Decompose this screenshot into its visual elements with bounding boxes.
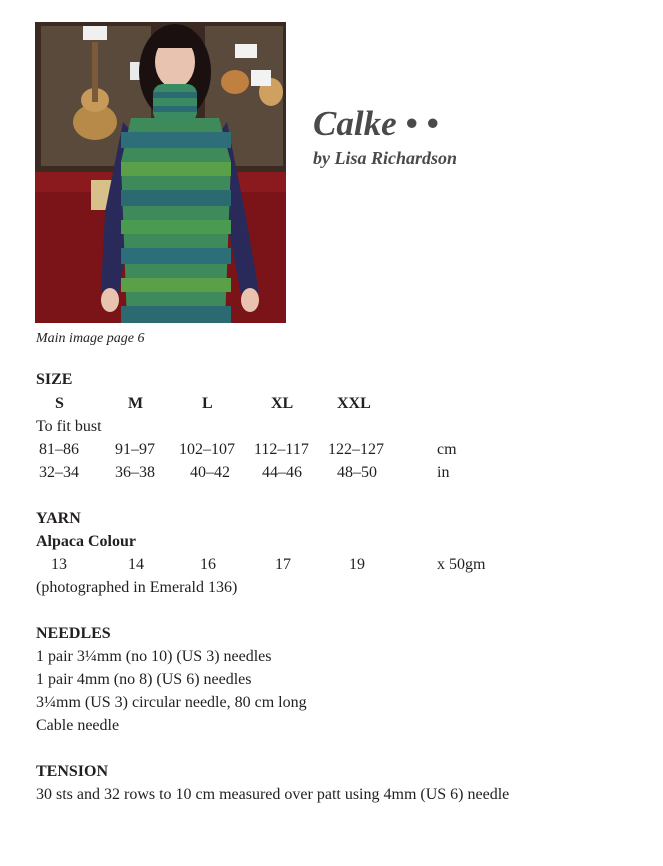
- tension-text: 30 sts and 32 rows to 10 cm measured over patt using 4mm (US 6) needle: [36, 786, 510, 803]
- pattern-title: Calke • •: [313, 104, 439, 143]
- bust-in-s: 32–34: [39, 464, 79, 481]
- size-column-m: M: [128, 395, 144, 412]
- size-column-xxl: XXL: [337, 395, 371, 412]
- bust-cm-xxl: 122–127: [328, 441, 384, 458]
- yarn-name: Alpaca Colour: [36, 533, 136, 550]
- yarn-note: (photographed in Emerald 136): [36, 579, 238, 596]
- bust-in-xl: 44–46: [262, 464, 302, 481]
- bust-cm-m: 91–97: [115, 441, 155, 458]
- needle-item: Cable needle: [36, 717, 120, 734]
- size-column-l: L: [202, 395, 213, 412]
- bust-in-l: 40–42: [190, 464, 230, 481]
- bust-in-xxl: 48–50: [337, 464, 377, 481]
- yarn-heading: YARN: [36, 510, 81, 527]
- needles-heading: NEEDLES: [36, 625, 111, 642]
- bust-cm-unit: cm: [437, 441, 457, 458]
- size-column-s: S: [55, 395, 64, 412]
- model-illustration: [35, 22, 286, 323]
- needle-item: 1 pair 3¼mm (no 10) (US 3) needles: [36, 648, 272, 665]
- bust-in-m: 36–38: [115, 464, 155, 481]
- photo-caption: Main image page 6: [36, 331, 145, 346]
- bust-in-unit: in: [437, 464, 450, 481]
- needle-item: 1 pair 4mm (no 8) (US 6) needles: [36, 671, 252, 688]
- yarn-unit: x 50gm: [437, 556, 486, 573]
- yarn-qty-l: 16: [200, 556, 216, 573]
- bust-cm-l: 102–107: [179, 441, 235, 458]
- bust-cm-s: 81–86: [39, 441, 79, 458]
- size-heading: SIZE: [36, 371, 73, 388]
- needle-item: 3¼mm (US 3) circular needle, 80 cm long: [36, 694, 307, 711]
- bust-cm-xl: 112–117: [254, 441, 309, 458]
- yarn-qty-xxl: 19: [349, 556, 365, 573]
- fit-bust-label: To fit bust: [36, 418, 102, 435]
- size-column-xl: XL: [271, 395, 294, 412]
- yarn-qty-s: 13: [51, 556, 67, 573]
- tension-heading: TENSION: [36, 763, 109, 780]
- yarn-qty-m: 14: [128, 556, 144, 573]
- model-photo: [35, 22, 286, 323]
- yarn-qty-xl: 17: [275, 556, 291, 573]
- pattern-byline: by Lisa Richardson: [313, 148, 458, 168]
